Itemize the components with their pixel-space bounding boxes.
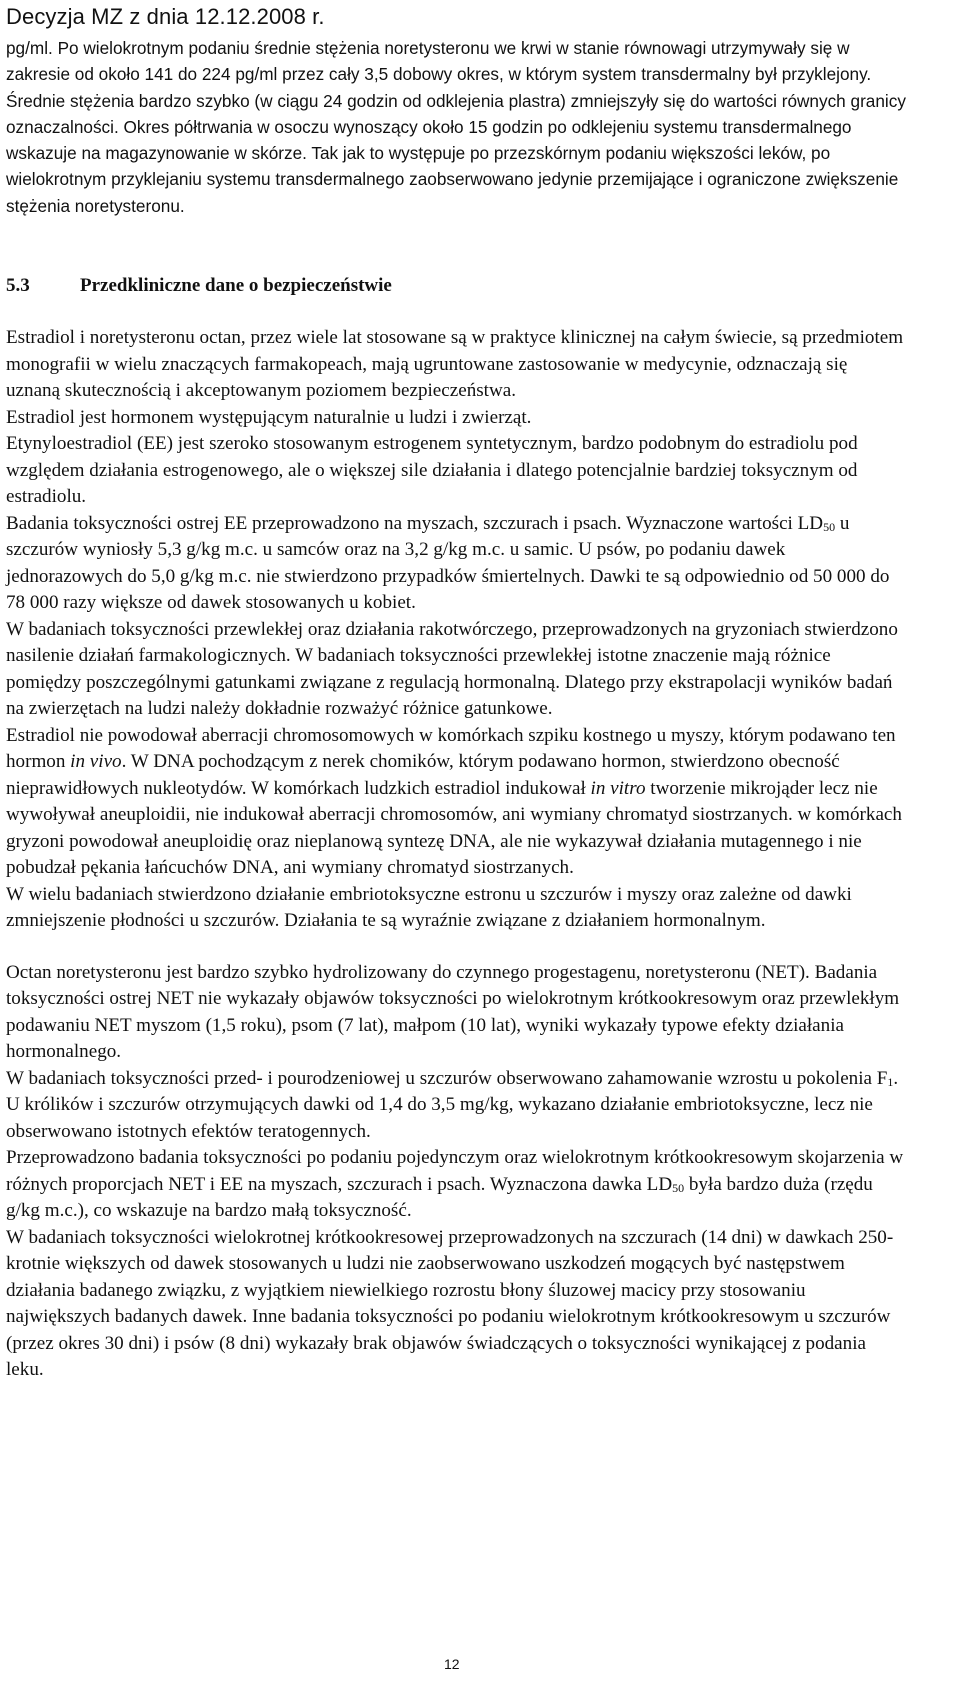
page-number: 12 bbox=[444, 1656, 460, 1672]
paragraph-combination-toxicity bbox=[6, 1145, 906, 1225]
paragraph-reproductive-toxicity bbox=[6, 1066, 906, 1146]
section-body bbox=[6, 325, 906, 1384]
text-run: . W DNA pochodzącym z nerek chomików, którym podawano hormon, stwierdzono obecność nieprawidłowych nukleotydów. W komórkach ludzkich estradiol indukował bbox=[6, 751, 840, 799]
text-run: W badaniach toksyczności przed- i pourodzeniowej u szczurów obserwowano zahamowanie wzrostu u pokolenia F bbox=[6, 1067, 888, 1089]
text-run: Badania toksyczności ostrej EE przeprowadzono na myszach, szczurach i psach. Wyznaczone wartości LD bbox=[6, 512, 824, 534]
paragraph-safety-overview: Estradiol i noretysteronu octan, przez wiele lat stosowane są w praktyce klinicznej na całym świecie, są przedmiotem monografii w wielu znaczących farmakopeach, mają ugruntowane zastosowanie w medycynie, odznaczają się uznaną skutecznością i akceptowanym poziomem bezpieczeństwa. bbox=[6, 327, 904, 401]
paragraph-ethinylestradiol: Etynyloestradiol (EE) jest szeroko stosowanym estrogenem syntetycznym, bardzo podobnym do estradiolu pod względem działania estrogenowego, ale o większej sile działania i dlatego potencjalnie bardziej toksycznym od estradiolu. bbox=[6, 433, 858, 507]
section-title: Przedkliniczne dane o bezpieczeństwie bbox=[80, 275, 392, 296]
paragraph-acute-toxicity-ee bbox=[6, 511, 906, 617]
section-heading bbox=[6, 272, 392, 300]
italic-term: in vitro bbox=[590, 777, 646, 799]
paragraph-estradiol-natural: Estradiol jest hormonem występującym naturalnie u ludzi i zwierząt. bbox=[6, 406, 532, 428]
text-run: u szczurów wyniosły 5,3 g/kg m.c. u samców oraz na 3,2 g/kg m.c. u samic. U psów, po podaniu dawek jednorazowych do 5,0 g/kg m.c. nie stwierdzono przypadków śmiertelnych. Dawki te są odpowiednio od 50 000 do 78 000 razy większe od dawek stosowanych u kobiet. bbox=[6, 512, 890, 613]
text-run: tworzenie mikrojąder lecz nie wywoływał aneuploidii, nie indukował aberracji chromosomów, ani wymiany chromatyd siostrzanych. w komórkach gryzoni powodował aneuploidię oraz nieplanową syntezę DNA, ale nie wykazywał działania mutagennego i nie pobudzał pękania łańcuchów DNA, ani wymiany chromatyd siostrzanych. bbox=[6, 777, 902, 878]
paragraph-chronic-toxicity: W badaniach toksyczności przewlekłej oraz działania rakotwórczego, przeprowadzonych na gryzoniach stwierdzono nasilenie działań farmakologicznych. W badaniach toksyczności przewlekłej istotne znaczenie mają różnice pomiędzy poszczególnymi gatunkami związane z regulacją hormonalną. Dlatego przy ekstrapolacji wyników badań na zwierzętach na ludzi należy dokładnie rozważyć różnice gatunkowe. bbox=[6, 618, 898, 719]
intro-paragraph: pg/ml. Po wielokrotnym podaniu średnie stężenia noretysteronu we krwi w stanie równowagi utrzymywały się w zakresie od około 141 do 224 pg/ml przez cały 3,5 dobowy okres, w którym system transdermalny był przyklejony. Średnie stężenia bardzo szybko (w ciągu 24 godzin od odklejenia plastra) zmniejszyły się do wartości równych granicy oznaczalności. Okres półtrwania w osoczu wynoszący około 15 godzin po odklejeniu systemu transdermalnego wskazuje na magazynowanie w skórze. Tak jak to występuje po przezskórnym podaniu większości leków, po wielokrotnym przyklejaniu systemu transdermalnego zaobserwowano jedynie przemijające i ograniczone zwiększenie stężenia noretysteronu. bbox=[6, 38, 906, 216]
paragraph-embryotoxicity-estrone: W wielu badaniach stwierdzono działanie embriotoksyczne estronu u szczurów i myszy oraz zależne od dawki zmniejszenie płodności u szczurów. Działania te są wyraźnie związane z działaniem hormonalnym. bbox=[6, 883, 852, 931]
paragraph-repeated-dose-toxicity: W badaniach toksyczności wielokrotnej krótkookresowej przeprowadzonych na szczurach (14 dni) w dawkach 250-krotnie większych od dawek stosowanych u ludzi nie zaobserwowano uszkodzeń mogących być następstwem działania badanego związku, z wyjątkiem niewielkiego rozrostu błony śluzowej macicy przy stosowaniu największych badanych dawek. Inne badania toksyczności po podaniu wielokrotnym krótkookresowym u szczurów (przez okres 30 dni) i psów (8 dni) wykazały brak objawów świadczących o toksyczności wynikającej z podania leku. bbox=[6, 1226, 894, 1380]
text-run: Przeprowadzono badania toksyczności po podaniu pojedynczym oraz wielokrotnym krótkookresowym skojarzenia w różnych proporcjach NET i EE na myszach, szczurach i psach. Wyznaczona dawka LD bbox=[6, 1147, 904, 1195]
paragraph-norethisterone-acetate: Octan noretysteronu jest bardzo szybko hydrolizowany do czynnego progestagenu, noretysteronu (NET). Badania toksyczności ostrej NET nie wykazały objawów toksyczności po wielokrotnym krótkookresowym oraz przewlekłym podawaniu NET myszom (1,5 roku), psom (7 lat), małpom (10 lat), wyniki wykazały typowe efekty działania hormonalnego. bbox=[6, 961, 900, 1062]
text-run: Estradiol nie powodował aberracji chromosomowych w komórkach szpiku kostnego u myszy, którym podawano ten hormon bbox=[6, 724, 896, 772]
italic-term: in vivo bbox=[70, 751, 122, 772]
document-header-title: Decyzja MZ z dnia 12.12.2008 r. bbox=[6, 4, 325, 29]
subscript: 50 bbox=[823, 519, 836, 534]
paragraph-genotoxicity bbox=[6, 723, 906, 882]
subscript: 1 bbox=[887, 1074, 894, 1089]
section-number: 5.3 bbox=[6, 275, 30, 296]
text-run: była bardzo duża (rzędu g/kg m.c.), co wskazuje na bardzo małą toksyczność. bbox=[6, 1173, 873, 1221]
subscript: 50 bbox=[672, 1180, 685, 1195]
text-run: . U królików i szczurów otrzymujących dawki od 1,4 do 3,5 mg/kg, wykazano działanie embriotoksyczne, lecz nie obserwowano istotnych efektów teratogennych. bbox=[6, 1067, 899, 1142]
